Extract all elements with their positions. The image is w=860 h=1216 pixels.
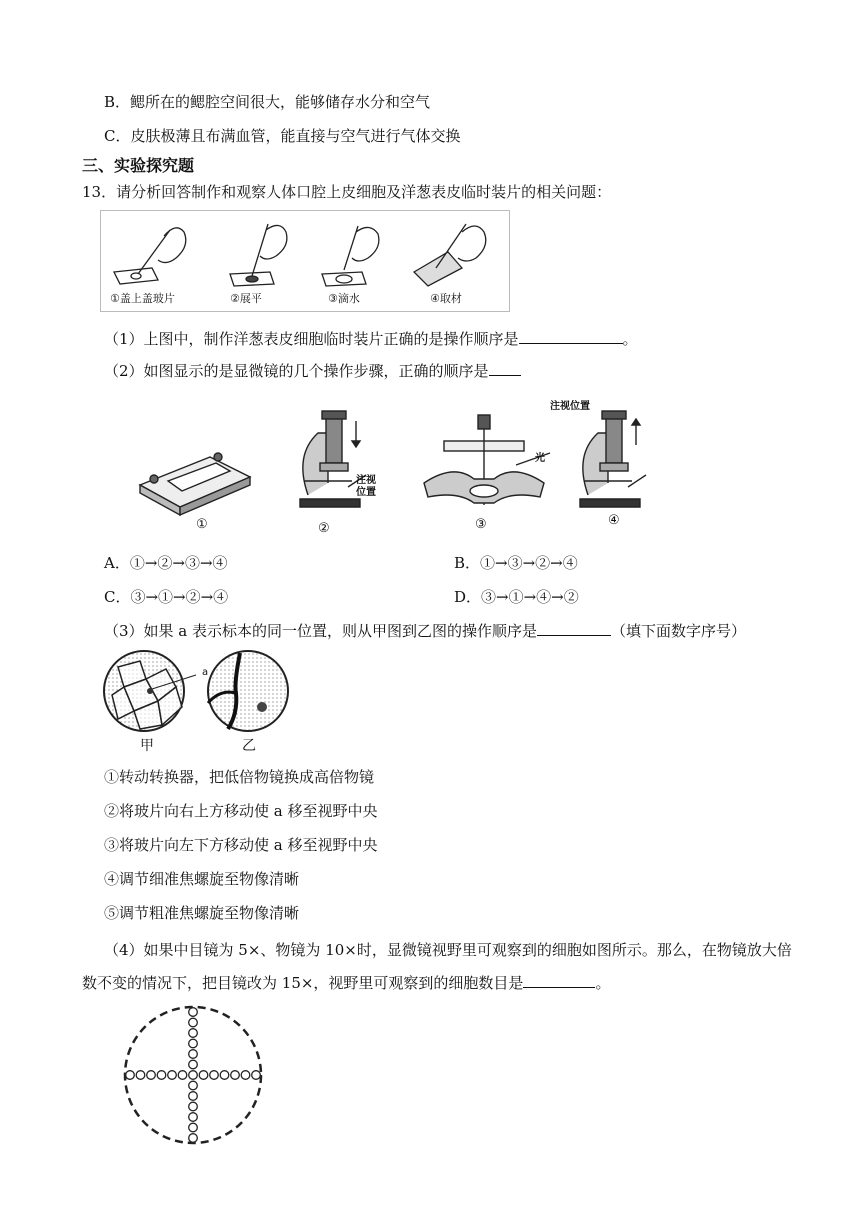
part-1-text	[104, 328, 638, 349]
step-2: ②将玻片向右上方移动使 a 移至视野中央	[104, 802, 378, 820]
slide-prep-figure	[100, 210, 510, 312]
part-4-line1: （4）如果中目镜为 5×、物镜为 10×时，显微镜视野里可观察到的细胞如图所示。那么，在物镜放大倍	[104, 941, 792, 959]
view-field-figure	[100, 645, 290, 755]
step-4: ④调节细准焦螺旋至物像清晰	[104, 870, 300, 888]
cell-vertical	[189, 1029, 198, 1038]
cell-vertical	[189, 1008, 198, 1017]
label-jia: 甲	[140, 738, 154, 754]
step-label-1: ①盖上盖玻片	[110, 292, 175, 305]
part-2-text	[104, 360, 521, 381]
step-5: ⑤调节粗准焦螺旋至物像清晰	[104, 904, 300, 922]
answer-blank-4[interactable]	[523, 973, 595, 988]
question-13-stem: 13．请分析回答制作和观察人体口腔上皮细胞及洋葱表皮临时装片的相关问题：	[82, 183, 612, 201]
cell-vertical	[189, 1050, 198, 1059]
cell-horizontal	[241, 1071, 250, 1080]
option-b-prev: B．鳃所在的鳃腔空间很大，能够储存水分和空气	[104, 93, 431, 111]
option-c-prev: C．皮肤极薄且布满血管，能直接与空气进行气体交换	[104, 127, 461, 145]
cell-horizontal	[231, 1071, 240, 1080]
cell-horizontal	[157, 1071, 166, 1080]
cell-horizontal	[252, 1071, 261, 1080]
watch-label-4: 注视位置	[550, 401, 590, 412]
cell-horizontal	[220, 1071, 229, 1080]
light-label: 光	[535, 453, 545, 464]
fig2-label-1: ①	[196, 517, 208, 532]
part-4-line2	[82, 972, 610, 993]
cell-cross-figure	[108, 1000, 283, 1150]
answer-blank-1[interactable]	[519, 329, 623, 344]
label-yi: 乙	[242, 738, 256, 754]
answer-blank-2[interactable]	[489, 361, 521, 376]
cell-vertical	[189, 1018, 198, 1027]
step-1: ①转动转换器，把低倍物镜换成高倍物镜	[104, 768, 375, 786]
part-4-end: 。	[595, 974, 611, 992]
cell-horizontal	[178, 1071, 187, 1080]
step-label-4: ④取材	[430, 292, 462, 305]
part-3-end: （填下面数字序号）	[611, 622, 747, 640]
part-1-end: 。	[622, 330, 638, 348]
cell-horizontal	[189, 1071, 198, 1080]
choice-c[interactable]: C．③→①→②→④	[104, 588, 229, 606]
cell-vertical	[189, 1102, 198, 1111]
cell-vertical	[189, 1134, 198, 1143]
fig2-label-4: ④	[608, 513, 620, 528]
label-a: a	[202, 667, 209, 678]
part-3-text	[104, 620, 746, 641]
watch-label-2-line2: 位置	[356, 487, 376, 498]
part-3-question: （3）如果 a 表示标本的同一位置，则从甲图到乙图的操作顺序是	[104, 622, 538, 640]
cell-horizontal	[168, 1071, 177, 1080]
part-1-question: （1）上图中，制作洋葱表皮细胞临时装片正确的是操作顺序是	[104, 330, 519, 348]
microscope-steps-figure	[120, 395, 660, 540]
cell-horizontal	[126, 1071, 135, 1080]
part-4-question: 数不变的情况下，把目镜改为 15×，视野里可观察到的细胞数目是	[82, 974, 524, 992]
part-2-question: （2）如图显示的是显微镜的几个操作步骤，正确的顺序是	[104, 362, 489, 380]
choice-d[interactable]: D．③→①→④→②	[454, 588, 579, 606]
choice-a[interactable]: A．①→②→③→④	[104, 554, 228, 572]
cell-vertical	[189, 1039, 198, 1048]
section-title: 三、实验探究题	[82, 156, 195, 175]
watch-label-2	[356, 475, 376, 499]
cell-vertical	[189, 1113, 198, 1122]
choice-b[interactable]: B．①→③→②→④	[454, 554, 578, 572]
cell-horizontal	[199, 1071, 208, 1080]
answer-blank-3[interactable]	[537, 621, 611, 636]
fig2-label-2: ②	[318, 521, 330, 536]
cell-vertical	[189, 1092, 198, 1101]
step-label-3: ③滴水	[328, 292, 360, 305]
cell-horizontal	[147, 1071, 156, 1080]
fig2-label-3: ③	[475, 517, 487, 532]
cell-horizontal	[210, 1071, 219, 1080]
step-3: ③将玻片向左下方移动使 a 移至视野中央	[104, 836, 378, 854]
cell-vertical	[189, 1060, 198, 1069]
watch-label-2-line1: 注视	[356, 475, 376, 486]
cell-horizontal	[136, 1071, 145, 1080]
cell-vertical	[189, 1081, 198, 1090]
cell-vertical	[189, 1123, 198, 1132]
step-label-2: ②展平	[230, 292, 262, 305]
